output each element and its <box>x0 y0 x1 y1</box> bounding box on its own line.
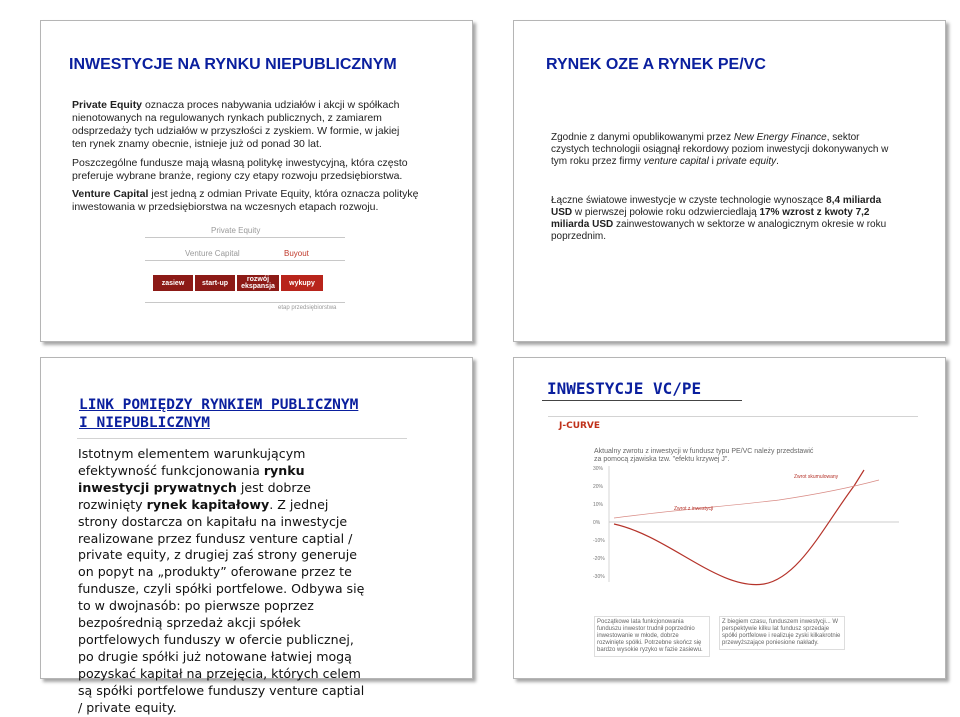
p1-i2: venture capital <box>643 156 709 167</box>
slide-title-line-1: LINK POMIĘDZY RYNKIEM PUBLICZNYM <box>79 397 359 413</box>
p1-d: . <box>776 156 779 167</box>
paragraph-venture-capital <box>72 188 432 214</box>
title-rule <box>542 400 742 401</box>
t2-bold: rynek kapitałowy <box>146 496 270 512</box>
jcurve-chart <box>579 466 909 606</box>
curve-label-1: Zwrot z inwestycji <box>674 506 714 512</box>
slide-title: RYNEK OZE A RYNEK PE/VC <box>546 56 766 73</box>
stage-rozwoj: rozwój ekspansja <box>237 275 279 291</box>
ytick-30: 30% <box>593 466 604 472</box>
paragraph-market-link <box>78 446 368 717</box>
slide-title-line-2: I NIEPUBLICZNYM <box>79 415 210 431</box>
title-rule-2 <box>548 416 918 417</box>
paragraph-private-equity <box>72 99 412 151</box>
slide-oze-pe-vc <box>513 20 946 342</box>
legend-left: Początkowe lata funkcjonowania funduszu inwestor trudnił poprzednio inwestowanie w młode, dobrze rozwinięte spółki. Potrzebne skończ się bardzo wysokie ryzyko w fazie zasiewu. <box>594 616 710 657</box>
paragraph-fund-policy: Poszczególne fundusze mają własną politykę inwestycyjną, która często preferuje wybrane branże, regiony czy etapy rozwoju przedsiębiorstwa. <box>72 157 408 182</box>
title-rule <box>77 438 407 439</box>
p2-b1: 8,4 miliarda USD <box>551 195 882 218</box>
y-ticks <box>593 466 605 580</box>
p3-text: jest jedną z odmian Private Equity, która oznacza politykę inwestowania w przedsiębiorstwa na wczesnych etapach rozwoju. <box>72 188 419 213</box>
slide-vc-pe-jcurve <box>513 357 946 679</box>
ytick-m10: -10% <box>593 538 605 544</box>
p1-a: Zgodnie z danymi opublikowanymi przez <box>551 132 734 143</box>
slide-public-private-link <box>40 357 473 715</box>
jcurve-main <box>614 470 864 585</box>
slide-title: INWESTYCJE NA RYNKU NIEPUBLICZNYM <box>69 56 397 73</box>
stage-wykupy: wykupy <box>281 275 323 291</box>
t1-bold: rynku inwestycji prywatnych <box>78 462 305 495</box>
diagram-axis <box>145 302 345 303</box>
p2-c: w pierwszej połowie roku odzwierciedlają <box>572 207 760 218</box>
jcurve-label: J-CURVE <box>559 421 601 431</box>
p1-i3: private equity <box>716 156 777 167</box>
diagram-line-vc <box>145 260 345 261</box>
curve-label-2: Zwrot skumulowany <box>794 474 839 480</box>
paragraph-clean-tech-investments <box>551 195 891 243</box>
p2-a: Łączne światowe inwestycje w czyste technologie wynoszące <box>551 195 827 206</box>
p1-i1: New Energy Finance <box>733 132 827 143</box>
jcurve-secondary <box>614 480 879 518</box>
t3: . Z jednej strony dostarcza on kapitału na inwestycje realizowane przez fundusz venture captial / private equity, z drugiej zaś strony generuje on popyt na „produkty” oferowane przez te fundusze, czyli spółki portfelowe. Odbywa się to w dwojnasób: po pierwsze poprzez bezpośrednią sprzedaż akcji spółek portfelowych funduszy w ofercie publicznej, po drugie spółki już notowane łatwiej mogą pozyskać kapitał na przejęcia, których celem są spółki portfelowe funduszy venture captial / private equity. <box>78 496 365 715</box>
stage-start-up: start-up <box>195 275 235 291</box>
diagram-label-buyout: Buyout <box>284 249 309 258</box>
ytick-m20: -20% <box>593 556 605 562</box>
p2-b2: 17% wzrost z kwoty 7,2 miliarda USD <box>551 207 870 230</box>
diagram-label-venture-capital: Venture Capital <box>185 249 240 258</box>
stage-zasiew: zasiew <box>153 275 193 291</box>
ytick-20: 20% <box>593 484 604 490</box>
diagram-line-pe <box>145 237 345 238</box>
term-venture-capital: Venture Capital <box>72 188 149 200</box>
diagram-label-private-equity: Private Equity <box>211 226 261 235</box>
p1-text: oznacza proces nabywania udziałów i akcji w spółkach nienotowanych na regulowanych rynkach publicznych, z zamiarem odsprzedaży tych udziałów w przyszłości z zyskiem. W formie, w jakiej ten rynek znamy obecnie, istnieje już od ponad 30 lat. <box>72 99 400 150</box>
term-private-equity: Private Equity <box>72 99 143 111</box>
ytick-10: 10% <box>593 502 604 508</box>
diagram-axis-label: etap przedsiębiorstwa <box>278 305 337 311</box>
p1-b: , sektor czystych technologii osiągnął rekordowy poziom inwestycji dokonywanych w tym roku przez firmy <box>551 132 889 167</box>
chart-title: Aktualny zwrotu z inwestycji w fundusz typu PE/VC należy przedstawić za pomocą zjawiska tzw. "efektu krzywej J". <box>594 448 814 463</box>
ytick-m30: -30% <box>593 574 605 580</box>
p1-c: i <box>708 156 717 167</box>
t1: Istotnym elementem warunkującym efektywność funkcjonowania <box>78 446 306 478</box>
slide-title: INWESTYCJE VC/PE <box>547 379 702 398</box>
ytick-0: 0% <box>593 520 601 526</box>
legend-right: Z biegiem czasu, funduszem inwestycji... W perspektywie kilku lat fundusz sprzedaje spółki portfelowe i realizuje zyski kilkakrotnie przewyższające poniesione nakłady. <box>719 616 845 650</box>
slide-private-equity <box>40 20 473 342</box>
p2-d: zainwestowanych w sektorze w analogicznym okresie w roku poprzednim. <box>551 219 887 242</box>
t2: jest dobrze rozwinięty <box>78 479 311 512</box>
paragraph-new-energy-finance <box>551 132 896 168</box>
